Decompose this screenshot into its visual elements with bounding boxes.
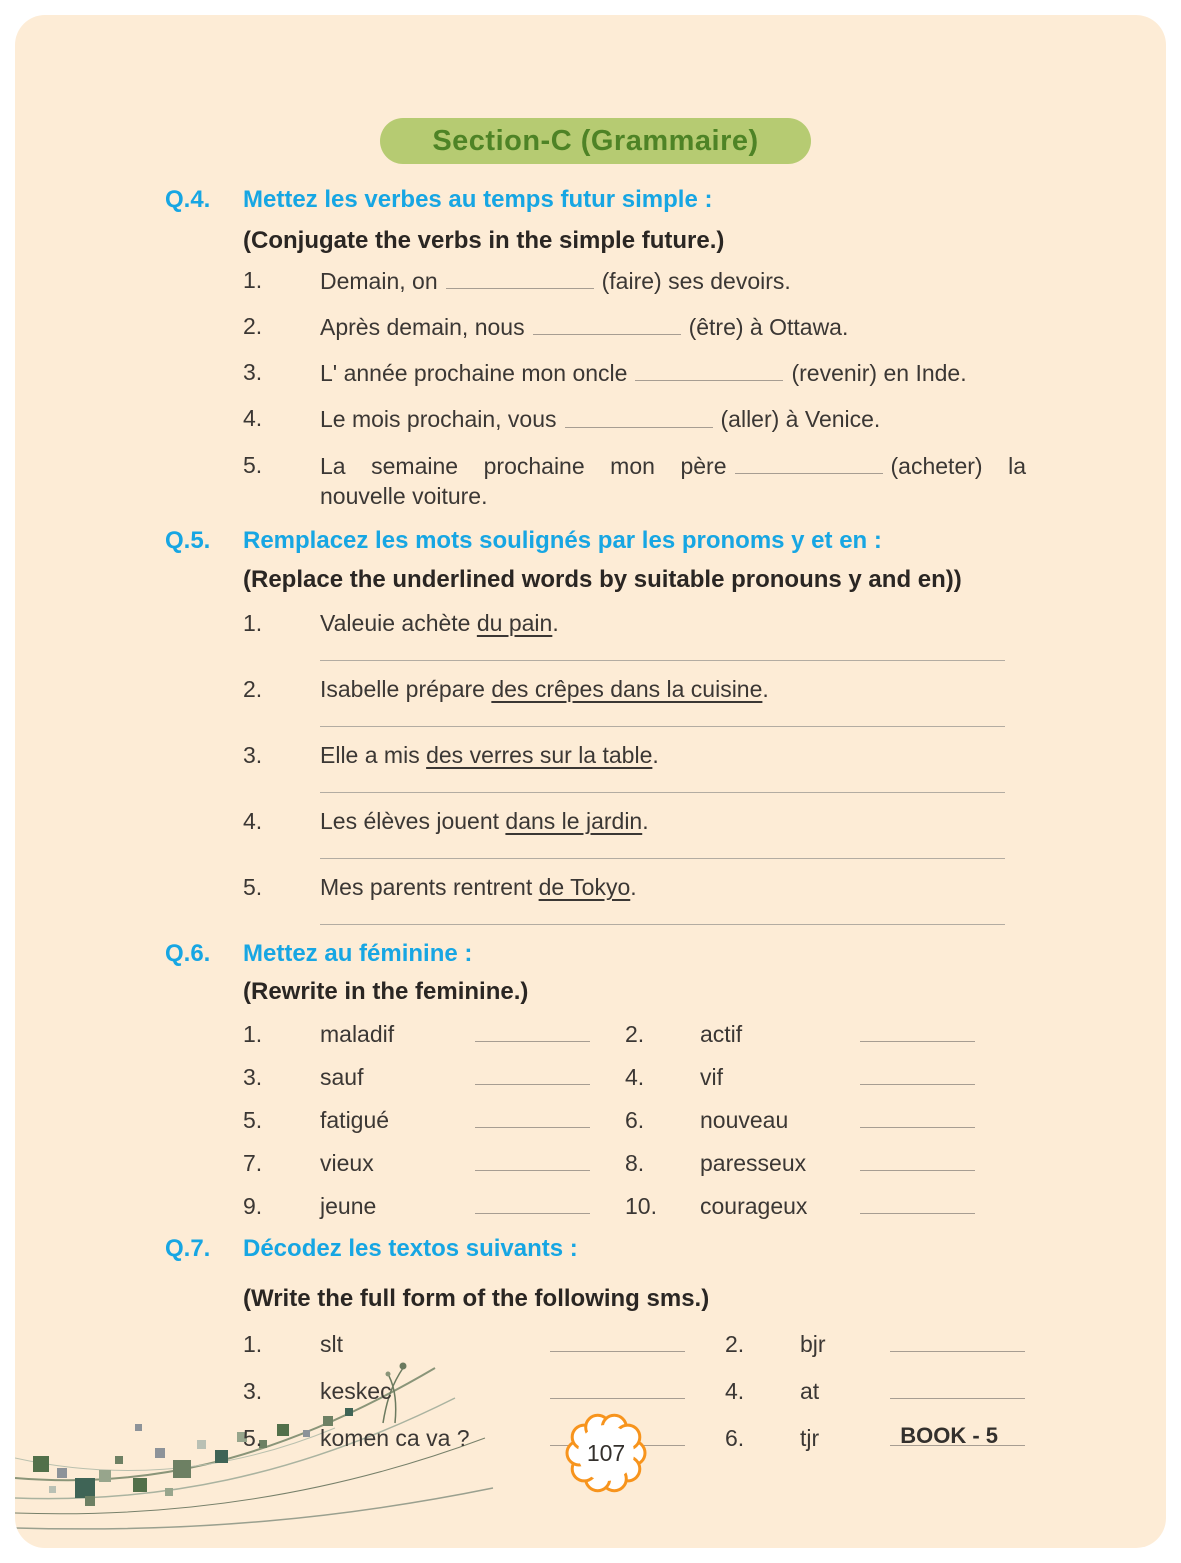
question-title-en: (Replace the underlined words by suitable pronouns y and en)) (243, 565, 962, 593)
item-word: fatigué (320, 1106, 390, 1133)
question-q5 (165, 526, 1026, 925)
item-text-after: . (642, 807, 649, 834)
item-text-after: (être) à Ottawa. (688, 314, 849, 341)
item-number: 4. (725, 1377, 745, 1404)
item-word: slt (320, 1330, 343, 1357)
answer-blank (475, 1105, 590, 1128)
item-text-before: La semaine prochaine mon père (320, 452, 727, 479)
question-number: Q.5. (165, 526, 211, 554)
item-word: vif (700, 1063, 723, 1090)
question-title-fr: Remplacez les mots soulignés par les pronoms y et en : (243, 526, 882, 554)
item-number: 3. (243, 1063, 263, 1090)
item-text-before: Valeuie achète (320, 609, 477, 636)
question-title-fr: Mettez les verbes au temps futur simple : (243, 186, 713, 213)
item-word: paresseux (700, 1149, 807, 1176)
question-title-en: (Conjugate the verbs in the simple future.) (243, 227, 725, 254)
question-q6 (165, 939, 1026, 1220)
item-number: 1. (243, 267, 263, 293)
answer-line (320, 660, 1005, 661)
answer-line (320, 924, 1005, 925)
exercise-item (243, 403, 1026, 434)
item-text-before: L' année prochaine mon oncle (320, 360, 628, 387)
question-number: Q.6. (165, 939, 211, 967)
item-number: 2. (625, 1020, 645, 1047)
question-number: Q.4. (165, 186, 211, 213)
answer-line (320, 792, 1005, 793)
item-word: bjr (800, 1330, 826, 1357)
item-number: 5. (243, 873, 263, 900)
exercise-row (243, 1062, 1026, 1091)
item-number: 4. (625, 1063, 645, 1090)
answer-blank (860, 1105, 975, 1128)
item-number: 1. (243, 609, 263, 636)
answer-blank (550, 1376, 685, 1399)
item-word: sauf (320, 1063, 364, 1090)
answer-line (320, 726, 1005, 727)
item-text (320, 403, 1026, 434)
answer-blank (635, 357, 783, 381)
item-text (320, 265, 1026, 296)
answer-line (320, 858, 1005, 859)
item-text (320, 741, 659, 769)
item-text-before: Le mois prochain, vous (320, 406, 557, 433)
item-number: 5. (243, 1424, 263, 1451)
item-number: 5. (243, 1106, 263, 1133)
underlined-words: dans le jardin (505, 807, 643, 834)
exercise-item (243, 357, 1026, 388)
answer-blank (860, 1019, 975, 1042)
item-number: 1. (243, 1330, 263, 1357)
item-number: 5. (243, 451, 263, 478)
answer-blank (565, 403, 713, 427)
item-word: maladif (320, 1020, 395, 1047)
answer-blank (860, 1062, 975, 1085)
item-text-after: (revenir) en Inde. (791, 360, 967, 387)
item-text (320, 675, 769, 703)
exercise-item (243, 311, 1026, 342)
item-word: jeune (320, 1192, 377, 1219)
item-word: komen ca va ? (320, 1424, 470, 1451)
item-text-after2: nouvelle voiture. (320, 482, 488, 509)
item-text (320, 609, 559, 637)
item-word: vieux (320, 1149, 374, 1176)
item-text-after: (acheter) la (890, 452, 1027, 479)
exercise-item (243, 807, 1026, 859)
exercise-row (243, 1148, 1026, 1177)
item-text-after: . (552, 609, 559, 636)
item-number: 3. (243, 359, 263, 386)
item-number: 7. (243, 1149, 263, 1176)
item-text-after: . (630, 873, 637, 900)
item-text-after: . (762, 675, 769, 702)
item-number: 3. (243, 1377, 263, 1404)
exercise-row (243, 1105, 1026, 1134)
item-text (320, 873, 637, 901)
question-title-en: (Write the full form of the following sms.) (243, 1284, 710, 1312)
exercise-item (243, 873, 1026, 925)
item-number: 6. (625, 1106, 645, 1133)
item-word: courageux (700, 1192, 808, 1219)
exercise-row (243, 1191, 1026, 1220)
exercise-item (243, 675, 1026, 727)
question-title-fr: Mettez au féminine : (243, 939, 473, 967)
item-text-before: Elle a mis (320, 741, 427, 768)
underlined-words: des verres sur la table (426, 741, 653, 768)
item-word: at (800, 1377, 820, 1404)
underlined-words: de Tokyo (538, 873, 631, 900)
item-text-before: Demain, on (320, 268, 438, 295)
textbook-page (15, 15, 1166, 1548)
item-number: 4. (243, 807, 263, 834)
exercise-item (243, 265, 1026, 296)
answer-blank (533, 311, 681, 335)
page-number-flower-icon (564, 1411, 648, 1495)
underlined-words: des crêpes dans la cuisine (491, 675, 763, 702)
question-title-en: (Rewrite in the feminine.) (243, 977, 529, 1005)
answer-blank (475, 1019, 590, 1042)
item-text-before: Les élèves jouent (320, 807, 506, 834)
item-number: 6. (725, 1424, 745, 1451)
page-number: 107 (586, 1440, 626, 1466)
item-number: 2. (243, 675, 263, 702)
item-text-before: Isabelle prépare (320, 675, 492, 702)
exercise-row (243, 1329, 1026, 1358)
item-text-before: Après demain, nous (320, 314, 525, 341)
item-word: actif (700, 1020, 743, 1047)
answer-blank (475, 1062, 590, 1085)
book-label: BOOK - 5 (900, 1423, 998, 1448)
section-header (380, 118, 810, 164)
answer-blank (550, 1329, 685, 1352)
question-q4 (165, 185, 1026, 511)
item-number: 8. (625, 1149, 645, 1176)
item-number: 10. (625, 1192, 657, 1219)
item-number: 3. (243, 741, 263, 768)
item-text (320, 807, 649, 835)
exercise-item (243, 450, 1026, 511)
answer-blank (890, 1329, 1025, 1352)
item-number: 4. (243, 405, 263, 432)
item-word: keskec (320, 1377, 392, 1404)
exercise-row (243, 1019, 1026, 1048)
answer-blank (735, 450, 883, 474)
item-text-after: . (652, 741, 659, 768)
question-number: Q.7. (165, 1234, 211, 1262)
section-title: Section-C (Grammaire) (432, 124, 759, 157)
exercise-row (243, 1376, 1026, 1405)
answer-blank (446, 265, 594, 289)
item-text (320, 357, 1026, 388)
answer-blank (860, 1191, 975, 1214)
question-title-fr: Décodez les textos suivants : (243, 1234, 578, 1262)
answer-blank (475, 1191, 590, 1214)
item-text-after: (aller) à Venice. (720, 406, 881, 433)
item-word: nouveau (700, 1106, 789, 1133)
exercise-item (243, 609, 1026, 661)
item-word: tjr (800, 1424, 820, 1451)
item-text (320, 311, 1026, 342)
item-text (320, 450, 1026, 511)
item-number: 2. (725, 1330, 745, 1357)
answer-blank (475, 1148, 590, 1171)
item-number: 2. (243, 313, 263, 340)
item-text-after: (faire) ses devoirs. (601, 268, 791, 295)
answer-blank (890, 1376, 1025, 1399)
item-text-before: Mes parents rentrent (320, 873, 539, 900)
answer-blank (860, 1148, 975, 1171)
item-number: 1. (243, 1020, 263, 1047)
item-number: 9. (243, 1192, 263, 1219)
underlined-words: du pain (476, 609, 553, 636)
exercise-item (243, 741, 1026, 793)
